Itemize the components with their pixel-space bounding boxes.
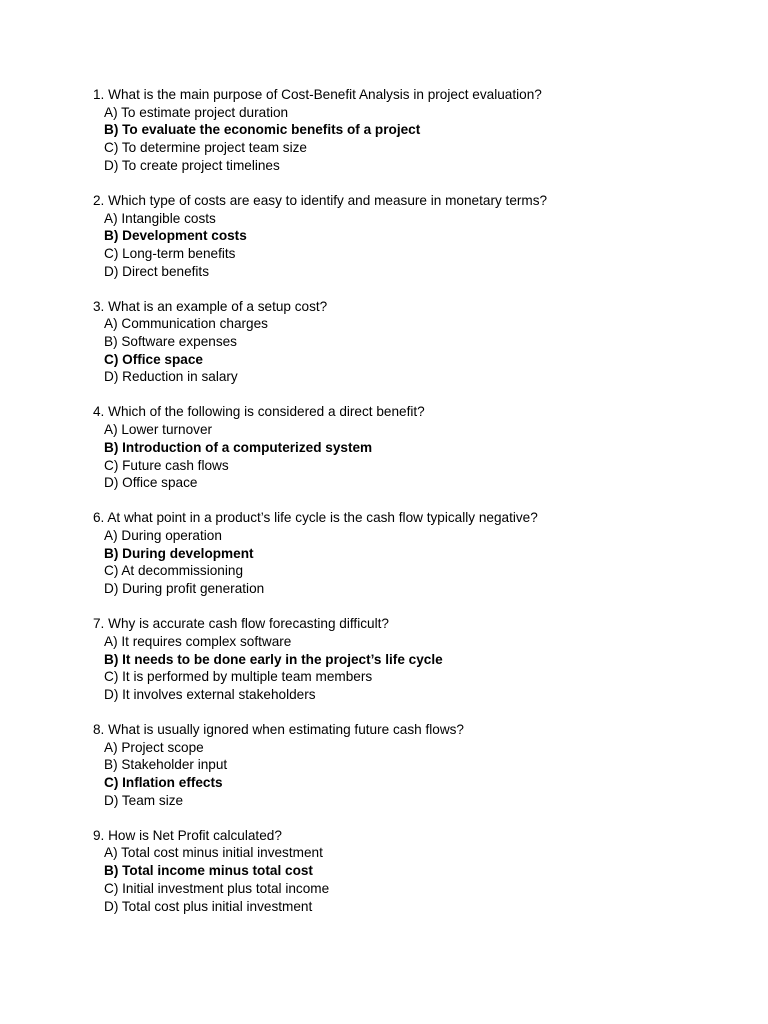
answer-option-correct: B) Total income minus total cost	[104, 863, 313, 879]
question-text: 9. How is Net Profit calculated?	[93, 827, 282, 843]
question-text: 2. Which type of costs are easy to identify and measure in monetary terms?	[93, 192, 548, 208]
answer-option: B) Stakeholder input	[104, 757, 228, 773]
question-block	[93, 86, 733, 174]
question-block	[93, 721, 733, 809]
answer-option: C) To determine project team size	[104, 140, 307, 156]
answer-option: A) Communication charges	[104, 316, 268, 332]
answer-option: A) Project scope	[104, 739, 204, 755]
answer-option: D) Direct benefits	[104, 263, 210, 279]
answer-option: D) To create project timelines	[104, 157, 280, 173]
answer-option: D) During profit generation	[104, 581, 265, 597]
answer-option: A) Total cost minus initial investment	[104, 845, 323, 861]
answer-option-correct: B) To evaluate the economic benefits of a project	[104, 122, 421, 138]
answer-option: C) Initial investment plus total income	[104, 880, 330, 896]
answer-option-correct: B) Introduction of a computerized system	[104, 439, 373, 455]
question-text: 1. What is the main purpose of Cost-Benefit Analysis in project evaluation?	[93, 87, 542, 102]
answer-option: C) Long-term benefits	[104, 245, 236, 261]
quiz-document	[93, 86, 733, 933]
answer-option: D) It involves external stakeholders	[104, 686, 316, 702]
answer-option: A) To estimate project duration	[104, 104, 289, 120]
answer-option: A) It requires complex software	[104, 633, 292, 649]
answer-option: C) Future cash flows	[104, 457, 229, 473]
question-text: 6. At what point in a product’s life cycle is the cash flow typically negative?	[93, 510, 538, 526]
question-text: 8. What is usually ignored when estimating future cash flows?	[93, 721, 464, 737]
answer-option-correct: B) Development costs	[104, 228, 247, 244]
answer-option: D) Office space	[104, 475, 198, 491]
question-block	[93, 403, 733, 491]
answer-option: D) Reduction in salary	[104, 369, 238, 385]
question-text: 3. What is an example of a setup cost?	[93, 298, 328, 314]
question-text: 7. Why is accurate cash flow forecasting difficult?	[93, 616, 389, 632]
question-block	[93, 509, 733, 597]
question-text: 4. Which of the following is considered a direct benefit?	[93, 404, 425, 420]
answer-option-correct: B) During development	[104, 545, 254, 561]
answer-option: D) Team size	[104, 792, 184, 808]
answer-option: C) It is performed by multiple team members	[104, 669, 373, 685]
answer-option-correct: C) Office space	[104, 351, 203, 367]
answer-option: A) During operation	[104, 528, 222, 543]
question-block	[93, 827, 733, 915]
answer-option: D) Total cost plus initial investment	[104, 898, 313, 914]
answer-option: B) Software expenses	[104, 334, 237, 350]
answer-option: A) Intangible costs	[104, 210, 216, 226]
answer-option: A) Lower turnover	[104, 422, 213, 438]
question-block	[93, 298, 733, 386]
answer-option-correct: C) Inflation effects	[104, 775, 223, 791]
question-block	[93, 192, 733, 280]
answer-option: C) At decommissioning	[104, 563, 244, 579]
answer-option-correct: B) It needs to be done early in the project’s life cycle	[104, 651, 443, 667]
question-block	[93, 615, 733, 703]
